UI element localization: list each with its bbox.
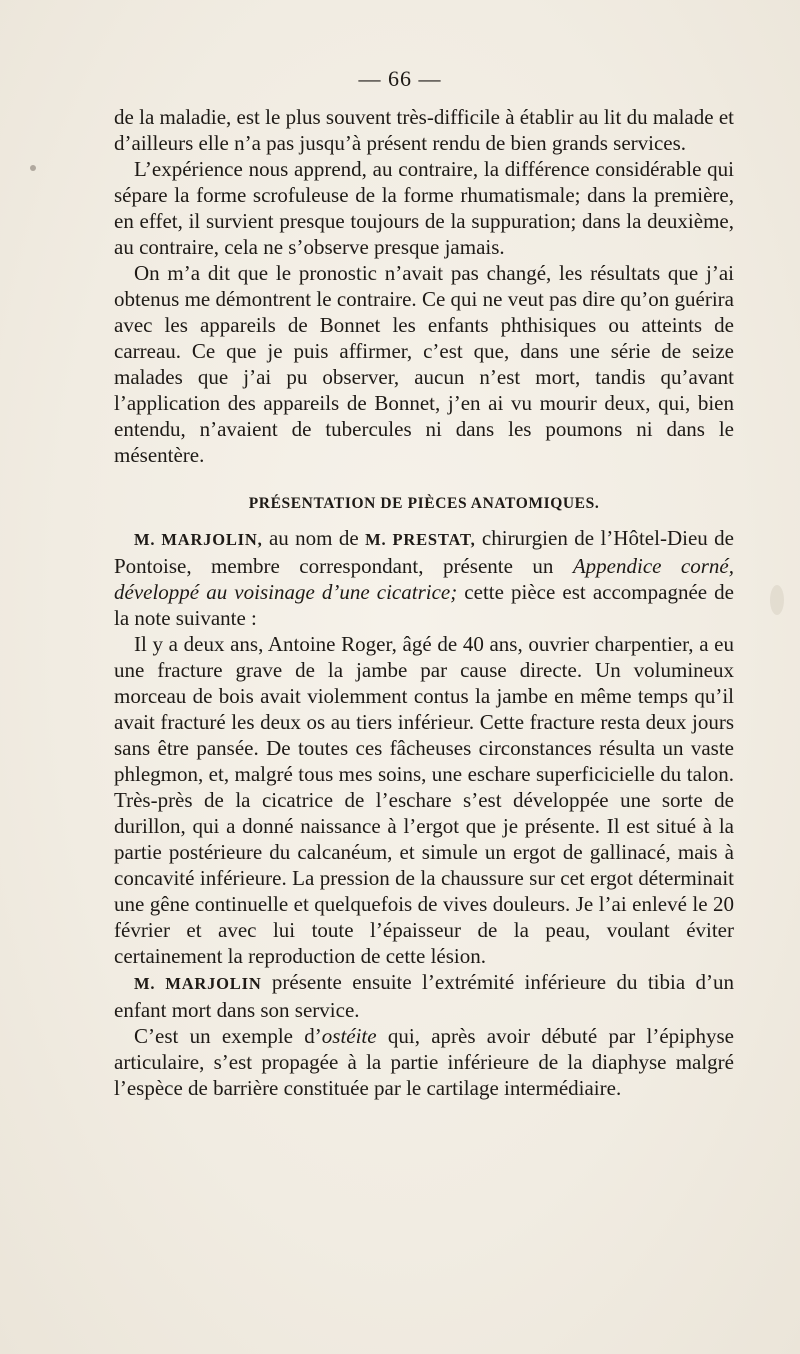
paragraph-5: Il y a deux ans, Antoine Roger, âgé de 40 ans, ouvrier charpentier, a eu une fracture grave de la jambe par cause directe. Un volumineux morceau de bois avait violemment contus la jambe en même temps qu’il avait fracturé les deux os au tiers inférieur. Cette fracture resta deux jours sans être pansée. De toutes ces fâcheuses circonstances résulta un vaste phlegmon, et, malgré tous mes soins, une eschare superficicielle du talon. Très-près de la cicatrice de l’eschare s’est développée une sorte de durillon, qui a donné naissance à l’ergot que je présente. Il est situé à la partie postérieure du calcanéum, et simule un ergot de gallinacé, mais à concavité inférieure. La pression de la chaussure sur cet ergot déterminait une gêne continuelle et quelquefois de vives douleurs. Je l’ai enlevé le 20 février et avec lui toute l’épaisseur de la peau, voulant éviter certainement la reproduction de cette lésion. xyxy=(114,632,734,968)
paragraph-2: L’expérience nous apprend, au contraire, la différence considérable qui sépare la forme scrofuleuse de la forme rhumatismale; dans la première, en effet, il survient presque toujours de la suppuration; dans la deuxième, au contraire, cela ne s’observe presque jamais. xyxy=(114,157,734,259)
paragraph-4-text: chirurgien de l’Hôtel-Dieu de Pontoise, membre correspondant, présente un xyxy=(114,526,734,578)
paragraph-4-text: au nom de xyxy=(262,526,366,550)
paper-stain xyxy=(770,585,784,615)
speaker-name: M. MARJOLIN, xyxy=(134,530,263,549)
paper-stain xyxy=(30,165,36,171)
term-italic: ostéite xyxy=(321,1024,377,1048)
paragraph-6 xyxy=(114,969,734,1023)
paragraph-7-text: C’est un exemple d’ xyxy=(134,1024,322,1048)
author-name: M. PRESTAT, xyxy=(365,530,476,549)
paragraph-6-text: présente ensuite l’extrémité inférieure du tibia d’un enfant mort dans son service. xyxy=(114,970,734,1022)
body-text xyxy=(114,104,734,1101)
paragraph-7-text: qui, après avoir débuté par l’épiphyse articulaire, s’est propagée à la partie inférieure de la diaphyse malgré l’espèce de barrière constituée par le cartilage intermédiaire. xyxy=(114,1024,735,1100)
paragraph-4 xyxy=(114,525,734,631)
specimen-title: Appendice corné, développé au voisinage d’une cicatrice; xyxy=(114,554,734,604)
page-number: — 66 — xyxy=(358,66,442,91)
section-heading: PRÉSENTATION DE PIÈCES ANATOMIQUES. xyxy=(248,495,600,512)
paragraph-7 xyxy=(114,1023,734,1101)
paragraph-3: On m’a dit que le pronostic n’avait pas changé, les résultats que j’ai obtenus me démontrent le contraire. Ce qui ne veut pas dire qu’on guérira avec les appareils de Bonnet les enfants phthisiques ou atteints de carreau. Ce que je puis affirmer, c’est que, dans une série de seize malades que j’ai pu observer, aucun n’est mort, tandis qu’avant l’application des appareils de Bonnet, j’en ai vu mourir deux, qui, bien entendu, n’avaient de tubercules ni dans les poumons ni dans le mésentère. xyxy=(114,261,734,467)
speaker-name: M. MARJOLIN xyxy=(134,974,262,993)
paragraph-4-text: cette pièce est accompagnée de la note suivante : xyxy=(114,580,734,630)
paragraph-1: de la maladie, est le plus souvent très-difficile à établir au lit du malade et d’ailleurs elle n’a pas jusqu’à présent rendu de bien grands services. xyxy=(114,105,734,155)
